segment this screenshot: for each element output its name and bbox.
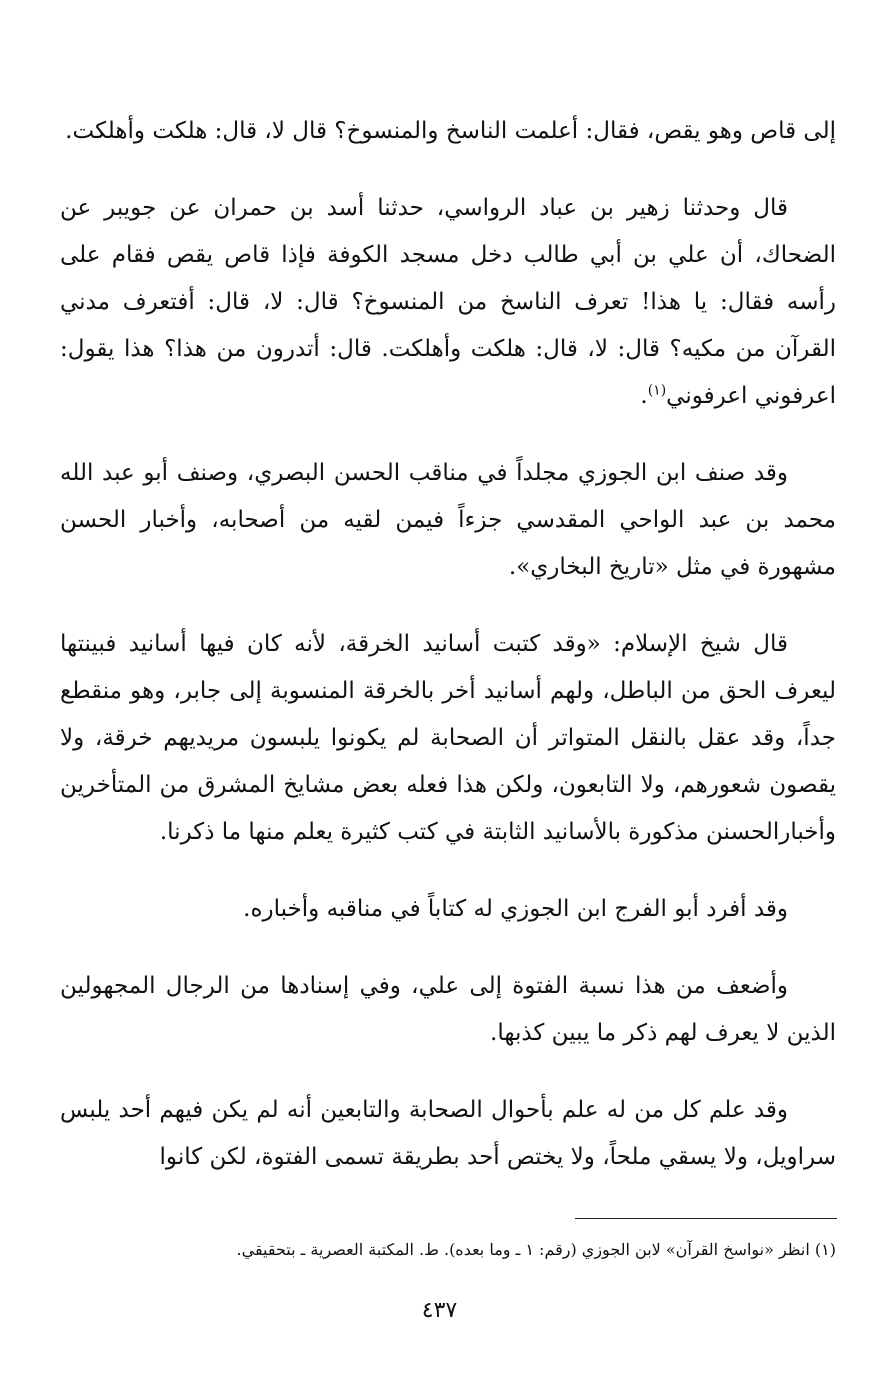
paragraph-6: وأضعف من هذا نسبة الفتوة إلى علي، وفي إسنادها من الرجال المجهولين الذين لا يعرف لهم ذكر ما يبين كذبها. xyxy=(60,973,836,1046)
paragraph-1: إلى قاص وهو يقص، فقال: أعلمت الناسخ والمنسوخ؟ قال لا، قال: هلكت وأهلكت. xyxy=(65,118,836,144)
paragraph-gap xyxy=(60,856,836,886)
footnote: (١) انظر «نواسخ القرآن» لابن الجوزي (رقم: ١ ـ وما بعده). ط. المكتبة العصرية ـ بتحقيقي. xyxy=(236,1240,836,1259)
paragraph-2-end: . xyxy=(640,383,648,409)
paragraph-4: قال شيخ الإسلام: «وقد كتبت أسانيد الخرقة، لأنه كان فيها أسانيد فبينتها ليعرف الحق من الباطل، ولهم أسانيد أخر بالخرقة المنسوبة إلى جابر، وهو منقطع جداً، وقد عقل بالنقل المتواتر أن الصحابة لم يكونوا يلبسون مريديهم خرقة، ولا يقصون شعورهم، ولا التابعون، ولكن هذا فعله بعض مشايخ المشرق من المتأخرين وأخبارالحسنن مذكورة بالأسانيد الثابتة في كتب كثيرة يعلم منها ما ذكرنا. xyxy=(60,631,836,845)
paragraph-5: وقد أفرد أبو الفرج ابن الجوزي له كتاباً في مناقبه وأخباره. xyxy=(243,896,788,922)
paragraph-gap xyxy=(60,155,836,185)
paragraph-3: وقد صنف ابن الجوزي مجلداً في مناقب الحسن البصري، وصنف أبو عبد الله محمد بن عبد الواحي المقدسي جزءاً فيمن لقيه من أصحابه، وأخبار الحسن مشهورة في مثل «تاريخ البخاري». xyxy=(60,460,836,580)
page-body xyxy=(60,108,836,1181)
paragraph-2-text: قال وحدثنا زهير بن عباد الرواسي، حدثنا أسد بن حمران عن جويبر عن الضحاك، أن علي بن أبي طالب دخل مسجد الكوفة فإذا قاص يقص فقام على رأسه فقال: يا هذا! تعرف الناسخ من المنسوخ؟ قال: لا، قال: أفتعرف مدني القرآن من مكيه؟ قال: لا، قال: هلكت وأهلكت. قال: أتدرون من هذا؟ هذا يقول: اعرفوني اعرفوني xyxy=(60,195,836,409)
footnote-reference: (١) xyxy=(647,382,667,399)
paragraph-gap xyxy=(60,933,836,963)
paragraph-gap xyxy=(60,1057,836,1087)
paragraph-7: وقد علم كل من له علم بأحوال الصحابة والتابعين أنه لم يكن فيهم أحد يلبس سراويل، ولا يسقي ملحاً، ولا يختص أحد بطريقة تسمى الفتوة، لكن كانوا xyxy=(60,1097,836,1170)
paragraph-2 xyxy=(60,185,836,420)
page-number: ٤٣٧ xyxy=(421,1298,458,1323)
paragraph-gap xyxy=(60,420,836,450)
paragraph-gap xyxy=(60,591,836,621)
footnote-separator xyxy=(575,1218,837,1219)
